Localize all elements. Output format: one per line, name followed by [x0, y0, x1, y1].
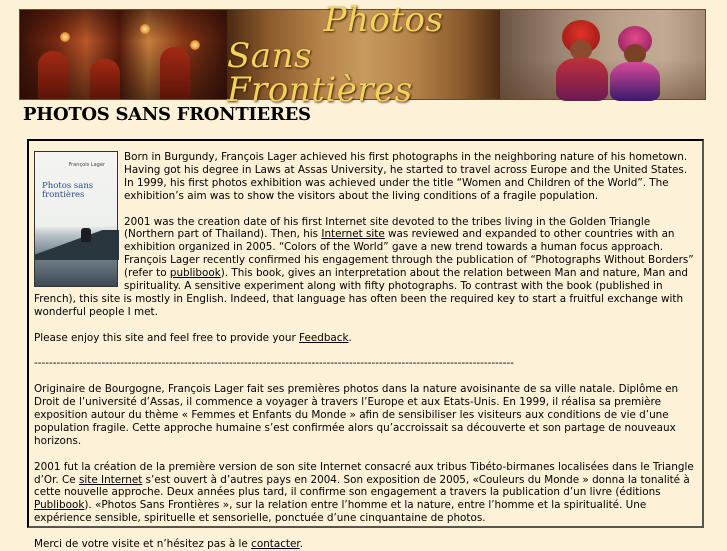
contact-link[interactable]: contacter: [251, 538, 300, 551]
book-cover-title: Photos sans frontières: [42, 181, 94, 200]
banner-title: [227, 0, 500, 110]
child-body: [610, 62, 660, 101]
intro-french-2: 2001 fut la création de la première version de son site Internet consacré aux tribus Tibéto-birmanes localisées dans le Triangle d’Or. Ce site Internet s’est ouvert à d’autres pays en 2004. Son exposition de 2005, «Couleurs du Monde » donna la tonalité à cette nouvelle approche. Deux années plus tard, il confirme son engagement a travers la publication d’un livre (éditions Publibook). «Photos Sans Frontières », sur la relation entre l’homme et la nature, entre l’homme et la spiritualité. Une expérience sensible, spirituelle et sensorielle, ponctuée d’une cinquantaine de photos.: [34, 460, 694, 525]
intro-french-1: Originaire de Bourgogne, François Lager fait ses premières photos dans la nature avoisinante de sa ville natale. Diplôme en Droit de l’université d’Assas, il commence a voyager à travers l’Europe et aux Etats-Unis. En 1999, il réalisa sa première exposition autour du thème « Femmes et Enfants du Monde » afin de sensibiliser les visiteurs aux conditions de vie d’une population fragile. Cette approche humaine s’est confirmée alors qu’accroissait sa découverte et son partage de nouveaux horizons.: [34, 383, 679, 447]
page-title: PHOTOS SANS FRONTIERES: [23, 104, 311, 125]
intro-english-1: Born in Burgundy, François Lager achieved his first photographs in the neighboring nature of his hometown. Having got his degree in Laws at Assas University, he started to travel across Europe and the United States. In 1999, his first photos exhibition was achieved under the title “Women and Children of the World”. The exhibition’s aim was to show the visitors about the living conditions of a fragile population.: [124, 151, 688, 202]
banner-title-line2: Sans Frontières: [227, 35, 413, 110]
intro-french-3: Merci de votre visite et n’hésitez pas à le contacter.: [34, 538, 304, 551]
lamp-glow: [60, 32, 70, 42]
publibook-link[interactable]: publibook: [169, 267, 221, 280]
monk-figure: [38, 51, 68, 99]
intro-english-2: 2001 was the creation date of his first Internet site devoted to the tribes living in the Golden Triangle (Northern part of Thailand). Then, his Internet site was reviewed and expanded to other countries with an exhibition organized in 2005. “Colors of the World” gave a new trend towards a human focus approach. François Lager recently confirmed his engagement through the publication of “Photographs Without Borders” (refer to publibook). This book, gives an interpretation about the relation between Man and nature, Man and spirituality. A sensitive experiment along with fifty photographs. To contrast with the book (published in French), this site is mostly in English. Indeed, that language has often been the required key to start a fruitful exchange with wonderful people I met.: [34, 215, 694, 318]
lamp-glow: [140, 24, 150, 34]
monk-figure: [90, 59, 120, 99]
child-body: [556, 58, 608, 101]
publibook-fr-link[interactable]: Publibook: [34, 499, 85, 512]
banner-title-line1: Photos: [323, 0, 444, 40]
child-face: [570, 40, 592, 60]
feedback-link[interactable]: Feedback: [299, 331, 349, 344]
internet-site-link[interactable]: Internet site: [321, 228, 385, 241]
book-cover-figure: [81, 228, 91, 242]
header-banner: [19, 0, 706, 110]
intro-english-3: Please enjoy this site and feel free to provide your Feedback.: [34, 331, 352, 344]
site-internet-link[interactable]: site Internet: [78, 473, 143, 486]
child-face: [624, 44, 646, 64]
book-cover-author: François Lager: [68, 162, 105, 168]
content-box: [27, 139, 704, 551]
section-divider: --------------------------------------------------------------------------------------------------------------------------------: [34, 357, 514, 370]
banner-photo-children: [500, 10, 705, 99]
book-cover-image: [34, 151, 118, 287]
book-cover-landscape: [35, 230, 119, 260]
monk-figure: [160, 47, 190, 99]
banner-photo-monks: [20, 10, 227, 99]
lamp-glow: [190, 40, 200, 50]
